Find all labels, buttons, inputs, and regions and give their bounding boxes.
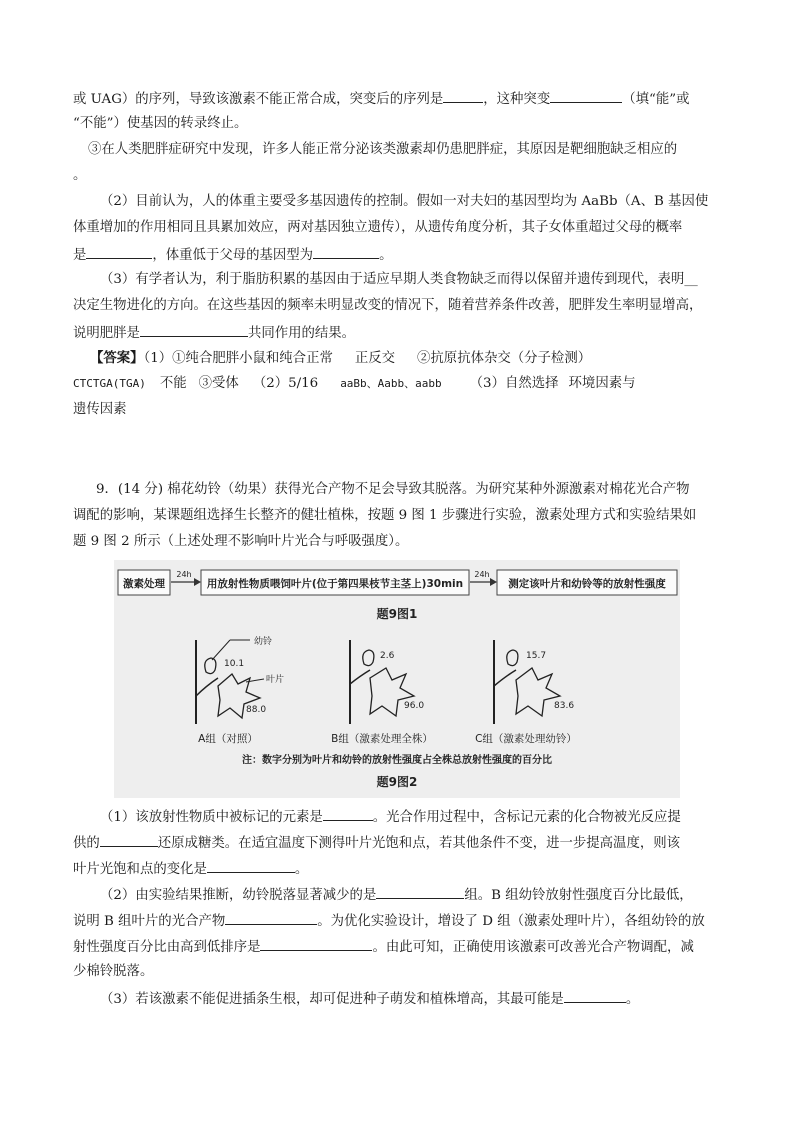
text-line	[73, 532, 408, 552]
text-line	[100, 884, 693, 906]
text: ，这种突变	[483, 92, 551, 107]
answer-blank[interactable]	[207, 858, 295, 873]
text: 。	[625, 992, 640, 1007]
text: 少棉铃脱落。	[73, 964, 154, 979]
group-name: A组（对照）	[198, 733, 258, 745]
text-line	[73, 218, 682, 238]
arrow-head	[194, 578, 201, 586]
text-line	[73, 832, 680, 854]
leaf-value: 88.0	[246, 705, 267, 715]
plant-group-b	[331, 640, 433, 745]
text-line	[73, 506, 696, 526]
text-line	[73, 114, 247, 134]
answer-blank[interactable]	[313, 244, 379, 259]
figure2-caption: 题9图2	[376, 775, 418, 789]
text: 题 9 图 2 所示（上述处理不影响叶片光合与呼吸强度）。	[73, 534, 409, 549]
text: 不能	[159, 376, 187, 391]
answer-label: 【答案】	[90, 350, 144, 366]
text: 说明 B 组叶片的光合产物	[73, 914, 226, 929]
figure-note: 注：数字分别为叶片和幼铃的放射性强度占全株总放射性强度的百分比	[242, 755, 552, 766]
branch	[196, 678, 218, 696]
text: （2）5/16	[252, 376, 319, 391]
group-name: C组（激素处理幼铃）	[475, 733, 577, 745]
answer-blank[interactable]	[140, 322, 248, 337]
boll-shape	[205, 658, 216, 674]
text: 。	[73, 168, 87, 183]
leaf-value: 96.0	[404, 701, 425, 711]
text: 组。B 组幼铃放射性强度百分比最低，	[464, 888, 693, 903]
step-hormone-label: 激素处理	[123, 578, 165, 590]
text: CTCTGA(TGA)	[73, 377, 146, 390]
text: 说明肥胖是	[73, 326, 140, 341]
boll-shape	[363, 650, 374, 666]
experiment-figure	[114, 560, 680, 798]
text-line	[73, 88, 689, 110]
text: 。	[294, 862, 309, 877]
pointer-line	[212, 640, 230, 660]
boll-value: 15.7	[526, 651, 547, 661]
text-line	[88, 140, 677, 160]
text: （1）该放射性物质中被标记的元素是	[100, 810, 323, 825]
text: 环境因素与	[568, 376, 636, 391]
step-measure-label: 测定该叶片和幼铃等的放射性强度	[508, 578, 666, 590]
leaf-label: 叶片	[266, 675, 285, 685]
arrow-head	[490, 578, 497, 586]
step-feeding-label: 用放射性物质喂饲叶片(位于第四果枝节主茎上)30min	[206, 578, 464, 590]
text: ，体重低于父母的基因型为	[152, 248, 314, 263]
text: 。	[379, 248, 393, 263]
boll-label: 幼铃	[254, 637, 273, 647]
text-line	[73, 296, 702, 316]
plant-group-a	[196, 635, 284, 745]
arrow-time-label: 24h	[474, 570, 490, 579]
answer-blank[interactable]	[443, 88, 483, 103]
text: ③在人类肥胖症研究中发现，许多人能正常分泌该类激素却仍患肥胖症，其原因是靶细胞缺乏相应的	[88, 142, 678, 157]
text: （2）目前认为，人的体重主要受多基因遗传的控制。假如一对夫妇的基因型均为 AaBb（A、B 基因使	[100, 194, 709, 209]
text-line	[73, 962, 153, 982]
answer-blank[interactable]	[225, 910, 317, 925]
text: 调配的影响，某课题组选择生长整齐的健壮植株，按题 9 图 1 步骤进行实验，激素处理方式和实验结果如	[73, 508, 697, 523]
text-line	[73, 910, 705, 932]
text-line	[100, 806, 681, 828]
text: （填“能”或	[622, 92, 690, 107]
boll-value: 2.6	[380, 651, 395, 661]
text: “不能”）使基因的转录终止。	[73, 116, 248, 131]
text: 。光合作用过程中，含标记元素的化合物被光反应提	[372, 810, 681, 825]
answer-line	[73, 400, 127, 420]
boll-value: 10.1	[224, 659, 245, 669]
answer-blank[interactable]	[323, 806, 373, 821]
text-line	[73, 858, 308, 880]
text: 9．(14 分) 棉花幼铃（幼果）获得光合产物不足会导致其脱落。为研究某种外源激素对棉花光合产物	[96, 482, 690, 497]
text: 供的	[73, 836, 100, 851]
text-line	[96, 480, 690, 500]
figure-svg	[114, 560, 680, 798]
text-line	[73, 166, 86, 186]
group-name: B组（激素处理全株）	[331, 733, 433, 745]
arrow-time-label: 24h	[176, 570, 192, 579]
answer-blank[interactable]	[260, 936, 372, 951]
text: ③受体	[198, 376, 239, 391]
text: 是	[73, 248, 87, 263]
text-line	[100, 192, 708, 212]
answer-blank[interactable]	[86, 244, 152, 259]
answer-blank[interactable]	[100, 832, 158, 847]
text: 共同作用的结果。	[247, 326, 356, 341]
answer-blank[interactable]	[376, 884, 464, 899]
branch	[350, 670, 370, 684]
boll-shape	[507, 650, 518, 666]
text-line	[100, 988, 639, 1010]
text: 遗传因素	[73, 402, 127, 417]
figure1-caption: 题9图1	[376, 607, 418, 621]
answer-line	[90, 348, 591, 369]
text: aaBb、Aabb、aabb	[340, 377, 442, 390]
plant-group-c	[475, 640, 577, 745]
text-line	[73, 322, 355, 344]
answer-blank[interactable]	[550, 88, 622, 103]
answer-line	[73, 374, 636, 394]
text: （1）①纯合肥胖小鼠和纯合正常	[143, 351, 333, 366]
text: （3）有学者认为，利于脂肪积累的基因由于适应早期人类食物缺乏而得以保留并遗传到现代，表明__	[100, 272, 698, 287]
text: 叶片光饱和点的变化是	[73, 862, 207, 877]
answer-blank[interactable]	[564, 988, 626, 1003]
text: 还原成糖类。在适宜温度下测得叶片光饱和点，若其他条件不变，进一步提高温度，则该	[157, 836, 681, 851]
text: 决定生物进化的方向。在这些基因的频率未明显改变的情况下，随着营养条件改善，肥胖发生率明显增高，	[73, 298, 703, 313]
leaf-value: 83.6	[554, 701, 575, 711]
text-line	[73, 244, 392, 266]
text: 正反交	[354, 351, 396, 366]
branch	[494, 670, 516, 686]
text: 。由此可知，正确使用该激素可改善光合产物调配，减	[372, 940, 694, 955]
text: 或 UAG）的序列，导致该激素不能正常合成，突变后的序列是	[73, 92, 444, 107]
text-line	[73, 936, 694, 958]
text: （3）若该激素不能促进插条生根，却可促进种子萌发和植株增高，其最可能是	[100, 992, 564, 1007]
text: （2）由实验结果推断，幼铃脱落显著减少的是	[100, 888, 377, 903]
text: 。为优化实验设计，增设了 D 组（激素处理叶片），各组幼铃的放	[317, 914, 705, 929]
text: ②抗原抗体杂交（分子检测）	[417, 351, 592, 366]
text: 射性强度百分比由高到低排序是	[73, 940, 261, 955]
text: 体重增加的作用相同且具累加效应，两对基因独立遗传），从遗传角度分析，其子女体重超过父母的概率	[73, 220, 683, 235]
text-line	[100, 270, 698, 290]
text: （3）自然选择	[469, 376, 559, 391]
